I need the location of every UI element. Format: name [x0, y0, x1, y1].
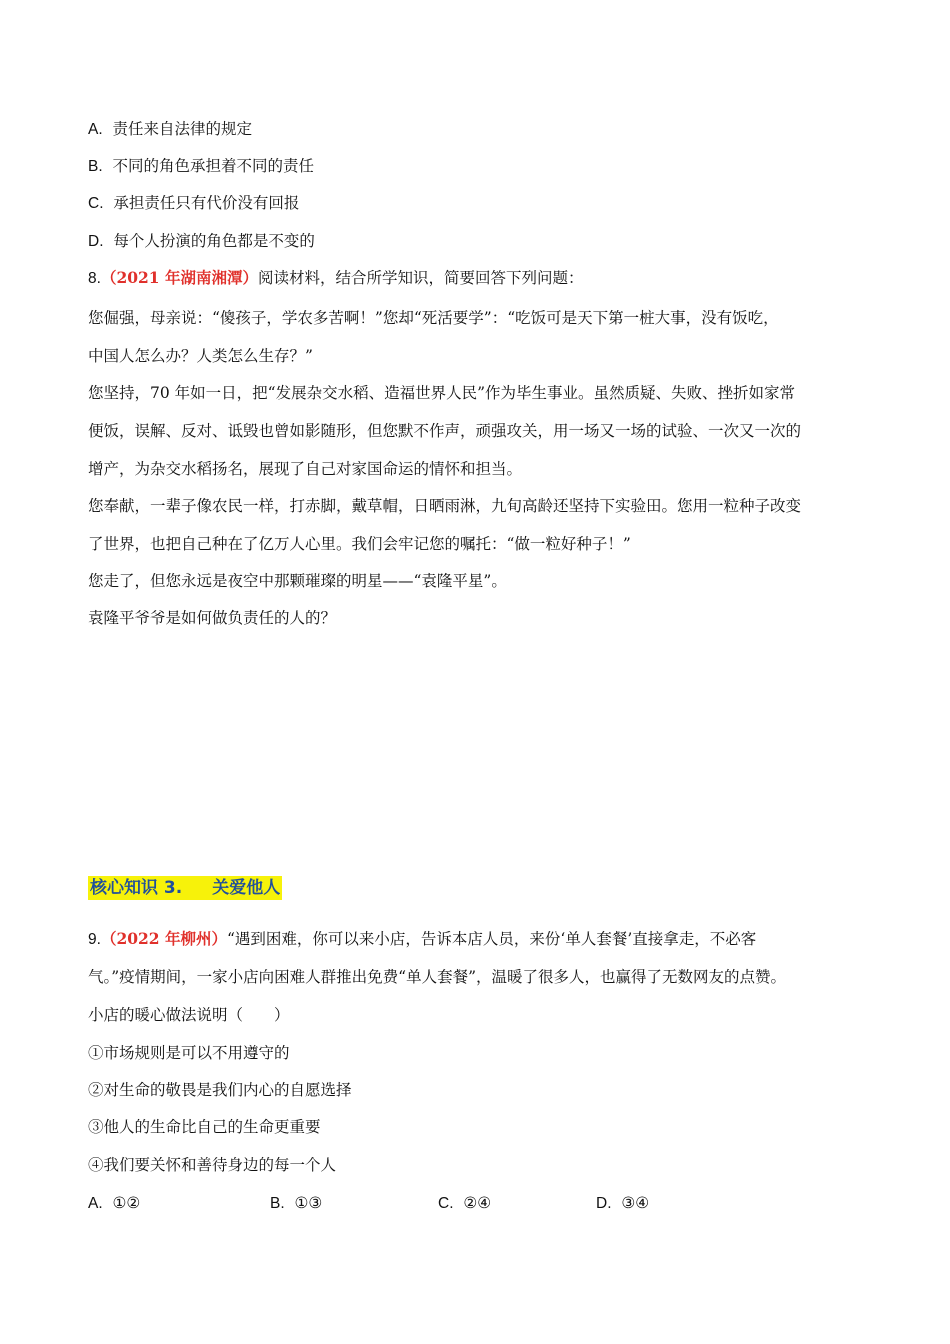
q9-statement: ④我们要关怀和善待身边的每一个人 — [88, 1156, 337, 1174]
q9-statement: ①市场规则是可以不用遵守的 — [88, 1044, 290, 1062]
q8-header — [88, 268, 584, 289]
q9-source: （2022 年柳州） — [100, 929, 227, 948]
q8-material-line: 您奉献，一辈子像农民一样，打赤脚，戴草帽，日晒雨淋，九旬高龄还坚持下实验田。您用一粒种子改变 — [88, 497, 802, 515]
q9-choice-d: D. ③④ — [596, 1194, 650, 1212]
q8-question: 袁隆平爷爷是如何做负责任的人的？ — [88, 609, 337, 627]
q7-option-d: D. 每个人扮演的角色都是不变的 — [88, 232, 315, 250]
section-title: 关爱他人 — [212, 878, 281, 898]
q9-text: “遇到困难，你可以来小店，告诉本店人员，来份‘单人套餐’直接拿走，不必客 — [226, 930, 757, 948]
q7-option-a: A. 责任来自法律的规定 — [88, 120, 253, 138]
q9-text-line: 气。”疫情期间，一家小店向困难人群推出免费“单人套餐”，温暖了很多人，也赢得了无数网友的点赞。 — [88, 968, 787, 986]
q8-material-line: 中国人怎么办？人类怎么生存？” — [88, 347, 313, 365]
q9-choice-c: C. ②④ — [438, 1194, 492, 1212]
q8-material-line: 了世界，也把自己种在了亿万人心里。我们会牢记您的嘱托：“做一粒好种子！” — [88, 535, 631, 553]
q9-statement: ②对生命的敬畏是我们内心的自愿选择 — [88, 1081, 352, 1099]
q9-number: 9. — [88, 931, 101, 948]
q8-material-line: 您坚持，70 年如一日，把“发展杂交水稻、造福世界人民”作为毕生事业。虽然质疑、失败、挫折如家常 — [88, 384, 796, 402]
q9-stem: 小店的暖心做法说明（ ） — [88, 1006, 290, 1024]
q9-header — [88, 929, 756, 950]
q8-material-line: 增产，为杂交水稻扬名，展现了自己对家国命运的情怀和担当。 — [88, 460, 523, 478]
q8-number: 8. — [88, 270, 101, 287]
q7-option-b: B. 不同的角色承担着不同的责任 — [88, 157, 315, 175]
q9-statement: ③他人的生命比自己的生命更重要 — [88, 1118, 321, 1136]
section-number: 核心知识 3. — [90, 878, 183, 898]
q7-option-c: C. 承担责任只有代价没有回报 — [88, 194, 300, 212]
q8-prompt: 阅读材料，结合所学知识，简要回答下列问题： — [257, 269, 584, 287]
section-heading — [88, 876, 282, 900]
q9-choice-a: A. ①② — [88, 1194, 141, 1212]
q8-source: （2021 年湖南湘潭） — [100, 268, 258, 287]
q9-choice-b: B. ①③ — [270, 1194, 323, 1212]
q8-material-line: 您倔强，母亲说：“傻孩子，学农多苦啊！”您却“死活要学”：“吃饭可是天下第一桩大事，没有饭吃， — [88, 309, 779, 327]
q8-material-line: 便饭，误解、反对、诋毁也曾如影随形，但您默不作声，顽强攻关，用一场又一场的试验、一次又一次的 — [88, 422, 802, 440]
q8-material-line: 您走了，但您永远是夜空中那颗璀璨的明星——“袁隆平星”。 — [88, 572, 507, 590]
